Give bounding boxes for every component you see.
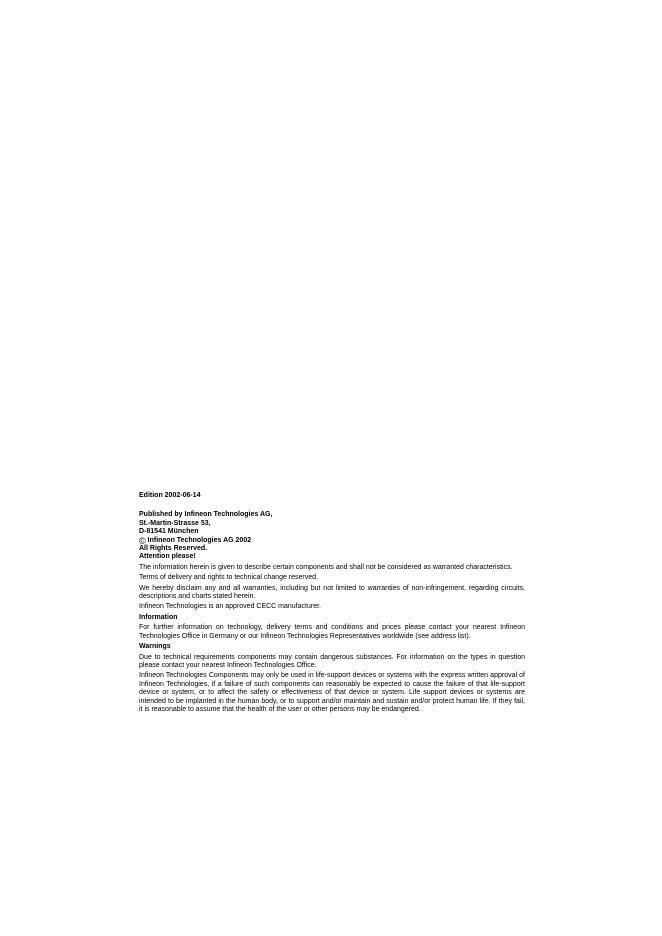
attention-paragraph: Infineon Technologies is an approved CECC manufacturer. bbox=[139, 603, 321, 611]
warnings-heading: Warnings bbox=[139, 643, 171, 651]
copyright-icon: © bbox=[139, 535, 146, 546]
attention-heading: Attention please! bbox=[139, 553, 196, 561]
information-section bbox=[139, 614, 525, 641]
publisher-name: Published by Infineon Technologies AG, bbox=[139, 511, 273, 519]
warnings-paragraph: Due to technical requirements components may contain dangerous substances. For information on the types in question please contact your nearest Infineon Technologies Office. bbox=[139, 653, 525, 669]
edition-line: Edition 2002-06-14 bbox=[139, 492, 201, 499]
publisher-block bbox=[139, 511, 525, 553]
attention-paragraph: The information herein is given to describe certain components and shall not be considered as warranted characteristics. bbox=[139, 563, 513, 571]
attention-paragraph: Terms of delivery and rights to technical change reserved. bbox=[139, 574, 318, 582]
copyright-line bbox=[139, 537, 525, 545]
information-heading: Information bbox=[139, 613, 178, 621]
information-paragraph: For further information on technology, delivery terms and conditions and prices please contact your nearest Infineon Technologies Office in Germany or our Infineon Technologies Representatives worldwide (see address list). bbox=[139, 624, 525, 640]
warnings-section bbox=[139, 643, 525, 714]
warnings-paragraph: Infineon Technologies Components may only be used in life-support devices or systems with the express written approval of Infineon Technologies, if a failure of such components can reasonably be expected to cause the failure of that life-support device or system, or to affect the safety or effectiveness of that device or system. Life support devices or systems are intended to be implanted in the human body, or to support and/or maintain and sustain and/or protect human life. If they fail, it is reasonable to assume that the health of the user or other persons may be endangered. bbox=[139, 672, 525, 713]
attention-section bbox=[139, 553, 525, 611]
imprint-block bbox=[139, 492, 525, 716]
publisher-city: D-81541 München bbox=[139, 528, 199, 536]
rights-line: All Rights Reserved. bbox=[139, 545, 208, 553]
copyright-text: Infineon Technologies AG 2002 bbox=[147, 536, 252, 544]
attention-paragraph: We hereby disclaim any and all warranties, including but not limited to warranties of non-infringement, regarding circuits, descriptions and charts stated herein. bbox=[139, 584, 525, 601]
publisher-street: St.-Martin-Strasse 53, bbox=[139, 519, 211, 527]
